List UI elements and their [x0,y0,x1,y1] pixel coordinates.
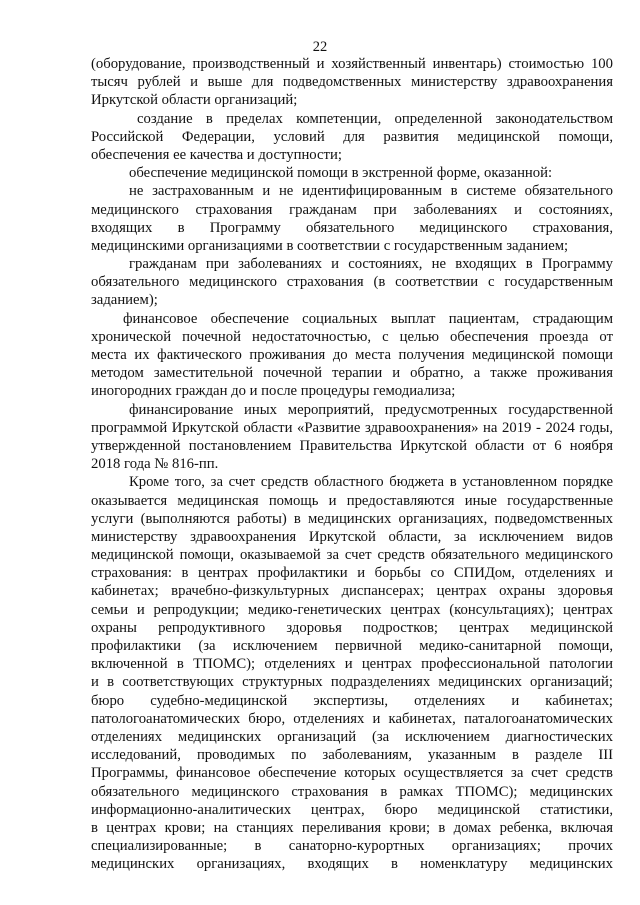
text-line: 2018 года № 816-пп. [91,456,219,473]
text-line: заданием); [91,292,158,309]
text-line: финансовое обеспечение социальных выплат пациентам, страдающим [123,310,613,327]
text-line: методом заместительной почечной терапии и обратно, а также проживания [91,365,613,382]
text-line: (оборудование, производственный и хозяйственный инвентарь) стоимостью 100 [91,56,613,72]
page-number: 22 [312,39,328,55]
text-line: министерству здравоохранения Иркутской области, за исключением видов [91,528,613,545]
text-line: исследований, проводимых по заболеваниям, указанным в разделе III [91,747,613,764]
text-line: медицинскими организациями в соответствии с государственным заданием; [91,237,569,254]
text-line: обязательного медицинского страхования (в соответствии с государственным [91,274,613,291]
text-line: создание в пределах компетенции, определенной законодательством [137,110,613,127]
text-line: финансирование иных мероприятий, предусмотренных государственной [129,401,613,418]
text-line: Иркутской области организаций; [91,92,298,109]
text-line: места их фактического проживания до места получения медицинской помощи [91,347,613,363]
text-line: не застрахованным и не идентифицированным в системе обязательного [129,183,613,200]
text-line: включенной в ТПОМС); отделениях и центрах профессиональной патологии [91,656,613,673]
text-line: кабинетах; врачебно-физкультурных диспансерах; центрах охраны здоровья [91,583,613,600]
text-line: Программы, финансовое обеспечение которых осуществляется за счет средств [91,765,613,782]
text-line: тысяч рублей и выше для подведомственных министерству здравоохранения [91,74,613,91]
text-line: программой Иркутской области «Развитие здравоохранения» на 2019 - 2024 годы, [91,419,613,436]
text-line: профилактики (за исключением первичной медико-санитарной помощи, [91,638,613,654]
text-line: в центрах крови; на станциях переливания крови; в домах ребенка, включая [91,819,613,836]
text-line: отделениях медицинских организаций (за исключением диагностических [91,728,613,745]
text-line: услуги (выполняются работы) в медицинских организациях, подведомственных [91,510,613,527]
text-line: хронической почечной недостаточностью, с целью обеспечения проезда от [91,328,613,345]
text-line: обязательного медицинского страхования в рамках ТПОМС); медицинских [91,783,613,800]
text-line: охраны репродуктивного здоровья подростков; центрах медицинской [91,619,613,636]
text-line: обеспечение медицинской помощи в экстренной форме, оказанной: [129,165,553,182]
text-line: обеспечения ее качества и доступности; [91,146,342,163]
text-line: утвержденной постановлением Правительства Иркутской области от 6 ноября [91,437,613,454]
text-line: информационно-аналитических центрах, бюро медицинской статистики, [91,801,613,818]
text-line: гражданам при заболеваниях и состояниях, не входящих в Программу [129,256,613,273]
document-body [91,55,613,873]
text-line: патологоанатомических бюро, отделениях и кабинетах, паталогоанатомических [91,710,613,727]
text-line: бюро судебно-медицинской экспертизы, отделениях и кабинетах; [91,692,613,709]
text-line: Российской Федерации, условий для развития медицинской помощи, [91,128,613,145]
text-line: иногородних граждан до и после процедуры гемодиализа; [91,383,456,400]
text-line: медицинского страхования гражданам при заболеваниях и состояниях, [91,201,613,218]
text-line: семьи и репродукции; медико-генетических центрах (консультациях); центрах [91,601,613,618]
text-line: медицинских организациях, входящих в номенклатуру медицинских [91,856,613,873]
text-line: и в соответствующих структурных подразделениях медицинских организаций; [91,674,613,691]
text-line: медицинской помощи, оказываемой за счет средств обязательного медицинского [91,547,613,564]
text-line: Кроме того, за счет средств областного бюджета в установленном порядке [129,474,613,491]
text-line: специализированные; в санаторно-курортных организациях; прочих [91,838,613,855]
text-line: входящих в Программу обязательного медицинского страхования, [91,219,613,236]
text-line: страхования: в центрах профилактики и борьбы со СПИДом, отделениях и [91,565,613,582]
text-line: оказывается медицинская помощь и предоставляются иные государственные [91,492,613,509]
